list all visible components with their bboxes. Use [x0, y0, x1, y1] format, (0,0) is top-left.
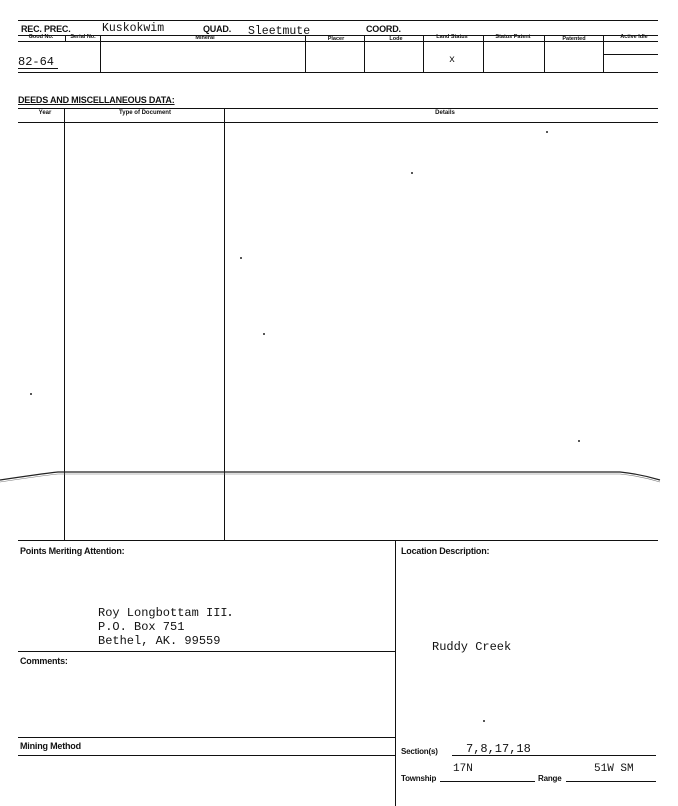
- col-good-no: Good No.: [28, 34, 54, 40]
- points-line-1: Roy Longbottam III: [98, 606, 228, 620]
- township-value: 17N: [453, 763, 473, 775]
- speck: [240, 257, 242, 259]
- deeds-rule-header: [18, 122, 658, 123]
- header-top-rule: [18, 20, 658, 21]
- quad-label: QUAD.: [203, 24, 231, 34]
- good-no-value: 82-64: [18, 55, 55, 69]
- col-divider: [364, 35, 365, 73]
- col-divider: [65, 35, 66, 42]
- range-underline: [566, 781, 656, 782]
- col-status-patent: Status Patent: [495, 34, 531, 40]
- deeds-title: DEEDS AND MISCELLANEOUS DATA:: [18, 95, 175, 105]
- speck: [546, 131, 548, 133]
- range-value: 51W SM: [594, 763, 634, 775]
- speck: [411, 172, 413, 174]
- col-divider: [100, 35, 101, 73]
- col-land-status: Land Status: [436, 34, 468, 40]
- points-label: Points Meriting Attention:: [20, 546, 125, 556]
- col-details: Details: [435, 110, 455, 116]
- active-idle-rule: [603, 54, 658, 55]
- mining-rule-bottom: [18, 755, 395, 756]
- fold-line: [0, 460, 678, 490]
- bottom-col-divider: [395, 540, 396, 806]
- location-label: Location Description:: [401, 546, 490, 556]
- mining-rule-top: [18, 737, 395, 738]
- coord-label: COORD.: [366, 24, 401, 34]
- speck: [229, 614, 231, 616]
- rec-prec-value: Kuskokwim: [102, 22, 165, 35]
- col-type-of-document: Type of Document: [119, 110, 171, 116]
- col-year: Year: [38, 110, 52, 116]
- col-divider: [483, 35, 484, 73]
- header-rule-3: [18, 72, 658, 73]
- col-serial-no: Serial No.: [70, 34, 96, 40]
- section-value: 7,8,17,18: [466, 742, 531, 756]
- section-label: Section(s): [401, 747, 438, 756]
- rec-prec-label: REC. PREC.: [21, 24, 71, 34]
- bottom-rule-top: [18, 540, 658, 541]
- speck: [578, 440, 580, 442]
- range-label: Range: [538, 774, 562, 783]
- points-line-3: Bethel, AK. 99559: [98, 634, 221, 648]
- location-value: Ruddy Creek: [432, 640, 512, 654]
- quad-value: Sleetmute: [248, 25, 311, 38]
- col-placer: Placer: [327, 36, 345, 42]
- col-lode: Lode: [389, 36, 403, 42]
- col-patented: Patented: [562, 36, 586, 42]
- township-underline: [440, 781, 535, 782]
- col-mineral: Mineral: [195, 35, 215, 41]
- comments-label: Comments:: [20, 656, 68, 666]
- mining-method-label: Mining Method: [20, 741, 81, 751]
- deeds-rule-top: [18, 108, 658, 109]
- speck: [30, 393, 32, 395]
- good-no-underline: [18, 68, 58, 69]
- section-underline: [452, 755, 656, 756]
- col-divider: [423, 35, 424, 73]
- comments-rule: [18, 651, 395, 652]
- speck: [263, 333, 265, 335]
- points-line-2: P.O. Box 751: [98, 620, 185, 634]
- col-active-idle: Active Idle: [620, 34, 648, 40]
- col-divider: [544, 35, 545, 73]
- speck: [483, 720, 485, 722]
- col-divider: [305, 35, 306, 73]
- township-label: Township: [401, 774, 437, 783]
- land-status-mark: x: [449, 55, 456, 66]
